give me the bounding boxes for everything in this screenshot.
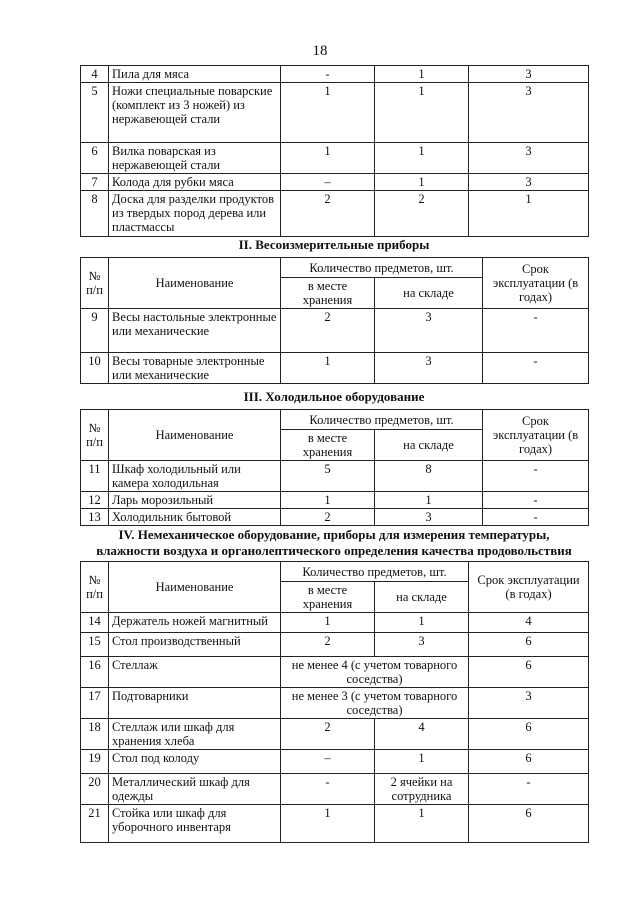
section-title-weighing: II. Весоизмерительные приборы	[238, 237, 430, 252]
table-header-row: № п/п Наименование Количество предметов, шт. Срок эксплуатации (в годах)	[81, 562, 589, 582]
table-row: 15 Стол производственный 2 3 6	[81, 633, 589, 657]
table-row: 17 Подтоварники не менее 3 (с учетом товарного соседства) 3	[81, 688, 589, 719]
table-row: 9 Весы настольные электронные или механические 2 3 -	[81, 309, 589, 353]
table-header-row: № п/п Наименование Количество предметов, шт. Срок эксплуатации (в годах)	[81, 410, 589, 430]
table-row: 6 Вилка поварская из нержавеющей стали 1 1 3	[81, 143, 589, 174]
table-weighing: № п/п Наименование Количество предметов, шт. Срок эксплуатации (в годах) в месте хранения на складе 9 Весы настольные электронные или механические 2 3 - 10 Весы товарные электронные или механические 1 3 -	[80, 257, 589, 384]
table-kitchen-tools	[80, 65, 589, 237]
table-refrigeration: № п/п Наименование Количество предметов, шт. Срок эксплуатации (в годах) в месте хранения на складе 11 Шкаф холодильный или камера холодильная 5 8 - 12 Ларь морозильный 1 1 - 13 Холодильник бытовой 2 3 -	[80, 409, 589, 526]
section-title-refrigeration: III. Холодильное оборудование	[243, 389, 425, 404]
table-header-row: № п/п Наименование Количество предметов, шт. Срок эксплуатации (в годах)	[81, 258, 589, 278]
table-nonmechanical: № п/п Наименование Количество предметов, шт. Срок эксплуатации (в годах) в месте хранения на складе 14 Держатель ножей магнитный 1 1 4 15 Стол производственный 2 3 6 16 Стеллаж не менее 4 (с учетом товарного соседства) 6 17 Подтоварники не менее 3 (с учетом товарного соседства) 3 18 Стеллаж или шкаф для хранения хлеба 2 4 6 19 Стол под колоду – 1 6 20 Металлический шкаф для одежды - 2 ячейки на сотрудника - 21 Стойка или шкаф для уборочного инвентаря 1 1 6	[80, 561, 589, 843]
table-row: 14 Держатель ножей магнитный 1 1 4	[81, 613, 589, 633]
table-row: 11 Шкаф холодильный или камера холодильная 5 8 -	[81, 461, 589, 492]
table-row: 7 Колода для рубки мяса – 1 3	[81, 174, 589, 191]
table-row: 5 Ножи специальные поварские (комплект из 3 ножей) из нержавеющей стали 1 1 3	[81, 83, 589, 143]
table-row: 19 Стол под колоду – 1 6	[81, 750, 589, 774]
table-row: 13 Холодильник бытовой 2 3 -	[81, 509, 589, 526]
table-row: 16 Стеллаж не менее 4 (с учетом товарного соседства) 6	[81, 657, 589, 688]
section-title-nonmechanical: IV. Немеханическое оборудование, приборы для измерения температуры, влажности воздуха и органолептического определения качества продовольствия	[96, 527, 572, 558]
page-number: 18	[312, 43, 328, 59]
table-row: 20 Металлический шкаф для одежды - 2 ячейки на сотрудника -	[81, 774, 589, 805]
table-row: 8 Доска для разделки продуктов из твердых пород дерева или пластмассы 2 2 1	[81, 191, 589, 237]
table-row: 4 Пила для мяса - 1 3	[81, 66, 589, 83]
table-row: 12 Ларь морозильный 1 1 -	[81, 492, 589, 509]
table-row: 18 Стеллаж или шкаф для хранения хлеба 2 4 6	[81, 719, 589, 750]
table-row: 10 Весы товарные электронные или механические 1 3 -	[81, 353, 589, 384]
table-row: 21 Стойка или шкаф для уборочного инвентаря 1 1 6	[81, 805, 589, 843]
